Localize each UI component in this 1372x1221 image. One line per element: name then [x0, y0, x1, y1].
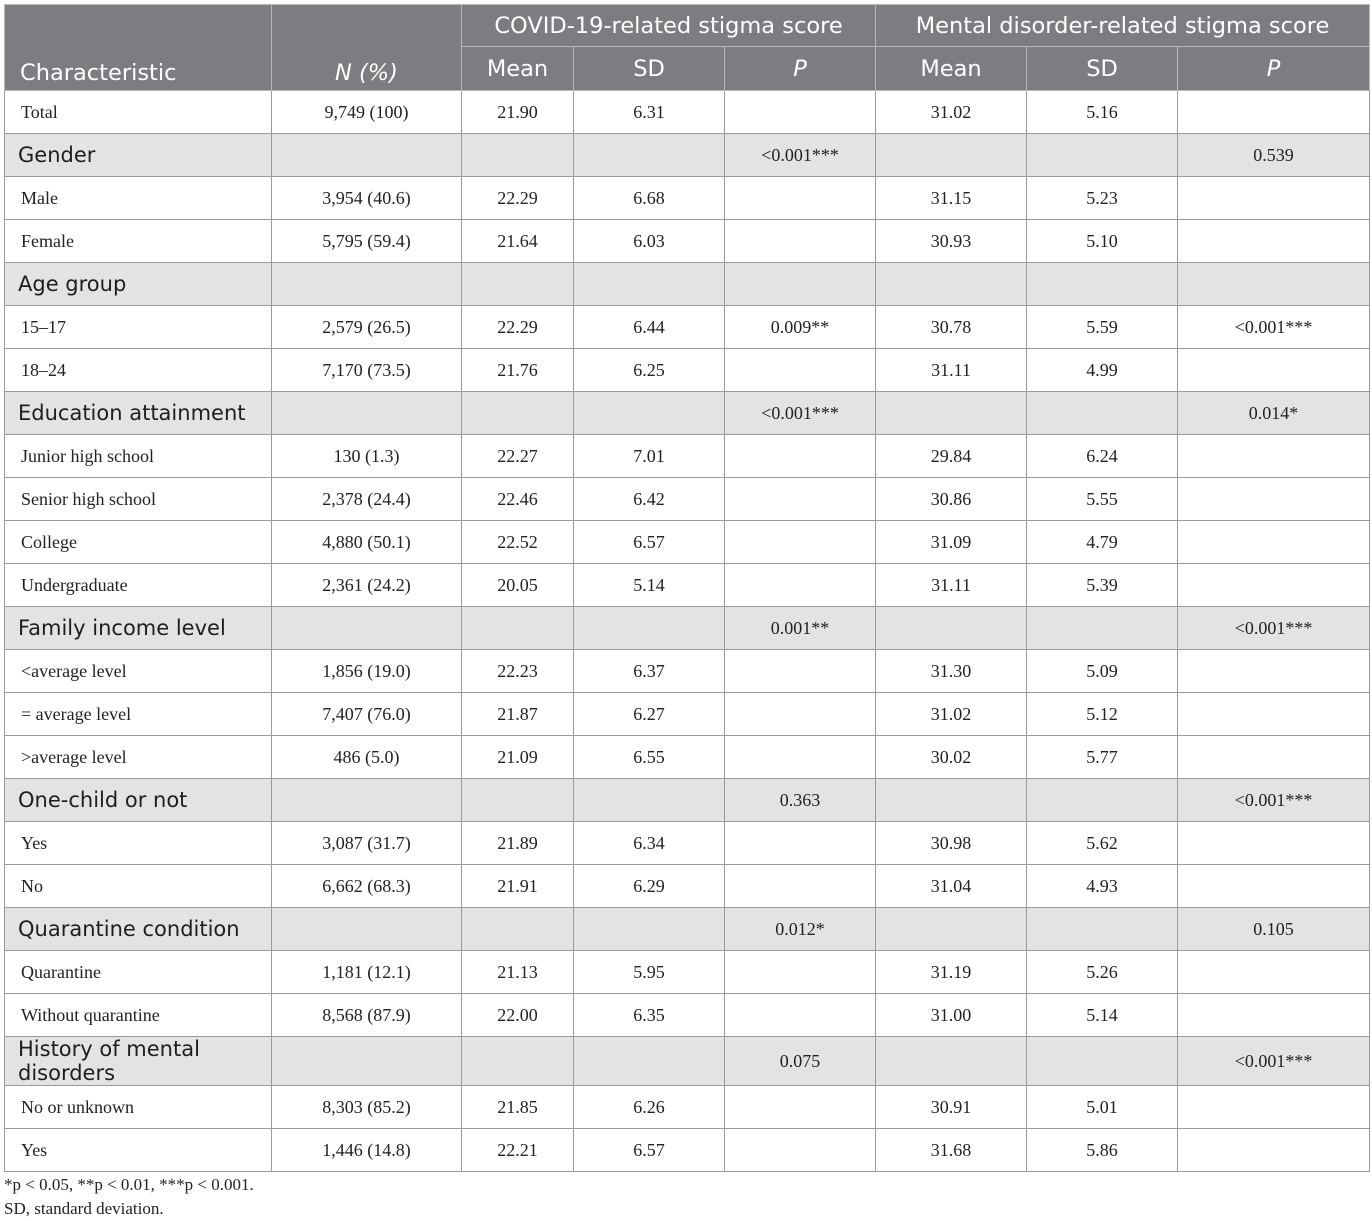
mental-mean-cell: 31.02 — [876, 91, 1027, 134]
covid-sd-cell: 6.27 — [574, 693, 725, 736]
row-label-cell: Without quarantine — [5, 994, 272, 1037]
covid-sd-cell: 6.42 — [574, 478, 725, 521]
row-label-cell: Family income level — [5, 607, 272, 650]
row-label-cell: Senior high school — [5, 478, 272, 521]
mental-p-cell — [1178, 650, 1370, 693]
row-label-cell: No or unknown — [5, 1086, 272, 1129]
mental-mean-cell: 31.11 — [876, 349, 1027, 392]
mental-mean-cell — [876, 263, 1027, 306]
mental-p-cell — [1178, 478, 1370, 521]
stigma-score-table — [4, 4, 1370, 1172]
table-row — [5, 478, 1370, 521]
mental-sd-cell: 5.10 — [1027, 220, 1178, 263]
covid-sd-cell — [574, 908, 725, 951]
mental-mean-cell: 31.68 — [876, 1129, 1027, 1172]
covid-p-cell: <0.001*** — [725, 392, 876, 435]
group-header-row — [5, 607, 1370, 650]
significance-footnote: *p < 0.05, **p < 0.01, ***p < 0.001. — [4, 1175, 254, 1194]
mental-sd-cell: 5.23 — [1027, 177, 1178, 220]
covid-sd-cell — [574, 134, 725, 177]
covid-p-cell — [725, 693, 876, 736]
n-percent-cell: 486 (5.0) — [272, 736, 462, 779]
n-percent-cell: 8,568 (87.9) — [272, 994, 462, 1037]
covid-sd-cell: 6.44 — [574, 306, 725, 349]
n-percent-cell: 3,954 (40.6) — [272, 177, 462, 220]
table-row — [5, 951, 1370, 994]
covid-sd-cell: 6.57 — [574, 521, 725, 564]
covid-p-cell — [725, 564, 876, 607]
row-label-cell: = average level — [5, 693, 272, 736]
mental-sd-cell: 4.99 — [1027, 349, 1178, 392]
mental-sd-cell — [1027, 263, 1178, 306]
covid-mean-cell — [462, 1037, 574, 1086]
n-percent-cell — [272, 392, 462, 435]
covid-p-cell — [725, 951, 876, 994]
covid-p-cell — [725, 91, 876, 134]
mental-mean-cell: 30.98 — [876, 822, 1027, 865]
n-percent-cell: 2,378 (24.4) — [272, 478, 462, 521]
mental-sd-cell: 4.79 — [1027, 521, 1178, 564]
mental-sd-cell: 4.93 — [1027, 865, 1178, 908]
row-label-cell: Gender — [5, 134, 272, 177]
mental-mean-cell — [876, 1037, 1027, 1086]
n-percent-cell: 130 (1.3) — [272, 435, 462, 478]
mental-sd-cell: 5.39 — [1027, 564, 1178, 607]
mental-p-cell — [1178, 220, 1370, 263]
row-label-cell: Undergraduate — [5, 564, 272, 607]
mental-sd-cell: 5.62 — [1027, 822, 1178, 865]
mental-p-cell — [1178, 693, 1370, 736]
covid-mean-cell: 21.85 — [462, 1086, 574, 1129]
covid-p-cell — [725, 994, 876, 1037]
mental-mean-cell — [876, 908, 1027, 951]
row-label-cell: >average level — [5, 736, 272, 779]
mental-mean-cell — [876, 607, 1027, 650]
n-percent-cell: 9,749 (100) — [272, 91, 462, 134]
mental-sd-cell: 5.77 — [1027, 736, 1178, 779]
covid-mean-cell — [462, 392, 574, 435]
mental-sd-cell — [1027, 908, 1178, 951]
table-header — [5, 5, 1370, 91]
covid-sd-cell: 6.26 — [574, 1086, 725, 1129]
covid-sd-cell: 7.01 — [574, 435, 725, 478]
mental-sd-cell: 5.14 — [1027, 994, 1178, 1037]
covid-sd-cell: 6.03 — [574, 220, 725, 263]
mental-mean-cell — [876, 134, 1027, 177]
covid-mean-cell — [462, 607, 574, 650]
header-mental-mean: Mean — [876, 47, 1027, 91]
mental-p-cell: <0.001*** — [1178, 779, 1370, 822]
covid-mean-cell: 21.76 — [462, 349, 574, 392]
covid-sd-cell — [574, 779, 725, 822]
table-row — [5, 1129, 1370, 1172]
covid-sd-cell — [574, 607, 725, 650]
mental-mean-cell: 31.00 — [876, 994, 1027, 1037]
group-header-row — [5, 134, 1370, 177]
covid-sd-cell: 5.95 — [574, 951, 725, 994]
table-row — [5, 822, 1370, 865]
mental-mean-cell: 31.11 — [876, 564, 1027, 607]
mental-p-cell — [1178, 994, 1370, 1037]
mental-p-cell — [1178, 177, 1370, 220]
covid-mean-cell — [462, 908, 574, 951]
mental-mean-cell: 29.84 — [876, 435, 1027, 478]
table-row — [5, 306, 1370, 349]
mental-mean-cell — [876, 392, 1027, 435]
covid-mean-cell: 22.23 — [462, 650, 574, 693]
table-row — [5, 1086, 1370, 1129]
mental-mean-cell: 30.91 — [876, 1086, 1027, 1129]
covid-mean-cell: 21.13 — [462, 951, 574, 994]
table-row — [5, 521, 1370, 564]
n-percent-cell — [272, 263, 462, 306]
mental-p-cell: <0.001*** — [1178, 306, 1370, 349]
mental-mean-cell: 30.86 — [876, 478, 1027, 521]
table-row — [5, 220, 1370, 263]
n-percent-cell: 3,087 (31.7) — [272, 822, 462, 865]
mental-sd-cell: 5.55 — [1027, 478, 1178, 521]
mental-p-cell: <0.001*** — [1178, 1037, 1370, 1086]
n-percent-cell: 2,361 (24.2) — [272, 564, 462, 607]
covid-mean-cell — [462, 779, 574, 822]
covid-sd-cell: 6.31 — [574, 91, 725, 134]
mental-mean-cell: 31.30 — [876, 650, 1027, 693]
sd-footnote: SD, standard deviation. — [4, 1199, 164, 1218]
n-percent-cell — [272, 1037, 462, 1086]
mental-sd-cell — [1027, 1037, 1178, 1086]
table-row — [5, 91, 1370, 134]
row-label-cell: One-child or not — [5, 779, 272, 822]
row-label-cell: Quarantine — [5, 951, 272, 994]
covid-sd-cell — [574, 392, 725, 435]
covid-p-cell: 0.363 — [725, 779, 876, 822]
mental-p-cell — [1178, 951, 1370, 994]
n-percent-cell: 7,407 (76.0) — [272, 693, 462, 736]
table-row — [5, 349, 1370, 392]
mental-mean-cell: 30.78 — [876, 306, 1027, 349]
covid-p-cell — [725, 1086, 876, 1129]
row-label-cell: 18–24 — [5, 349, 272, 392]
mental-sd-cell: 6.24 — [1027, 435, 1178, 478]
covid-p-cell: <0.001*** — [725, 134, 876, 177]
table-row — [5, 177, 1370, 220]
mental-p-cell — [1178, 822, 1370, 865]
mental-sd-cell: 5.01 — [1027, 1086, 1178, 1129]
mental-p-cell: 0.539 — [1178, 134, 1370, 177]
n-percent-cell: 7,170 (73.5) — [272, 349, 462, 392]
table-row — [5, 650, 1370, 693]
covid-mean-cell: 22.00 — [462, 994, 574, 1037]
mental-p-cell — [1178, 1086, 1370, 1129]
covid-sd-cell: 6.29 — [574, 865, 725, 908]
mental-sd-cell — [1027, 392, 1178, 435]
mental-sd-cell: 5.59 — [1027, 306, 1178, 349]
covid-p-cell: 0.009** — [725, 306, 876, 349]
covid-p-cell: 0.012* — [725, 908, 876, 951]
n-percent-cell: 8,303 (85.2) — [272, 1086, 462, 1129]
n-percent-cell: 1,446 (14.8) — [272, 1129, 462, 1172]
covid-sd-cell: 5.14 — [574, 564, 725, 607]
row-label-cell: Total — [5, 91, 272, 134]
row-label-cell: Yes — [5, 822, 272, 865]
covid-sd-cell — [574, 263, 725, 306]
n-percent-cell: 1,856 (19.0) — [272, 650, 462, 693]
row-label-cell: History of mental disorders — [5, 1037, 272, 1086]
covid-sd-cell: 6.25 — [574, 349, 725, 392]
row-label-cell: Male — [5, 177, 272, 220]
covid-sd-cell: 6.37 — [574, 650, 725, 693]
covid-p-cell — [725, 736, 876, 779]
n-percent-cell — [272, 607, 462, 650]
table-footnotes — [4, 1173, 254, 1221]
covid-p-cell — [725, 349, 876, 392]
covid-p-cell: 0.001** — [725, 607, 876, 650]
covid-mean-cell — [462, 134, 574, 177]
mental-sd-cell: 5.12 — [1027, 693, 1178, 736]
header-covid-stigma-group: COVID-19-related stigma score — [462, 5, 876, 47]
covid-sd-cell: 6.57 — [574, 1129, 725, 1172]
mental-p-cell — [1178, 1129, 1370, 1172]
covid-p-cell: 0.075 — [725, 1037, 876, 1086]
covid-mean-cell — [462, 263, 574, 306]
group-header-row — [5, 263, 1370, 306]
header-mental-sd: SD — [1027, 47, 1178, 91]
covid-p-cell — [725, 220, 876, 263]
mental-p-cell — [1178, 263, 1370, 306]
mental-sd-cell — [1027, 607, 1178, 650]
table-row — [5, 693, 1370, 736]
mental-sd-cell: 5.09 — [1027, 650, 1178, 693]
group-header-row — [5, 392, 1370, 435]
mental-p-cell — [1178, 521, 1370, 564]
covid-p-cell — [725, 263, 876, 306]
covid-mean-cell: 21.09 — [462, 736, 574, 779]
mental-p-cell — [1178, 435, 1370, 478]
n-percent-cell — [272, 134, 462, 177]
table-row — [5, 435, 1370, 478]
group-header-row — [5, 1037, 1370, 1086]
header-n-percent: N (%) — [272, 5, 462, 91]
row-label-cell: 15–17 — [5, 306, 272, 349]
mental-mean-cell: 30.93 — [876, 220, 1027, 263]
covid-mean-cell: 21.64 — [462, 220, 574, 263]
n-percent-cell — [272, 908, 462, 951]
header-characteristic: Characteristic — [5, 5, 272, 91]
covid-mean-cell: 22.21 — [462, 1129, 574, 1172]
covid-sd-cell: 6.55 — [574, 736, 725, 779]
mental-mean-cell: 31.19 — [876, 951, 1027, 994]
covid-mean-cell: 22.27 — [462, 435, 574, 478]
mental-p-cell: <0.001*** — [1178, 607, 1370, 650]
covid-mean-cell: 22.52 — [462, 521, 574, 564]
mental-mean-cell: 31.04 — [876, 865, 1027, 908]
row-label-cell: Age group — [5, 263, 272, 306]
mental-mean-cell: 30.02 — [876, 736, 1027, 779]
n-percent-cell: 5,795 (59.4) — [272, 220, 462, 263]
covid-mean-cell: 20.05 — [462, 564, 574, 607]
covid-p-cell — [725, 521, 876, 564]
mental-mean-cell — [876, 779, 1027, 822]
row-label-cell: Yes — [5, 1129, 272, 1172]
row-label-cell: Junior high school — [5, 435, 272, 478]
covid-mean-cell: 21.89 — [462, 822, 574, 865]
covid-mean-cell: 22.46 — [462, 478, 574, 521]
n-percent-cell: 2,579 (26.5) — [272, 306, 462, 349]
covid-mean-cell: 21.90 — [462, 91, 574, 134]
header-mental-stigma-group: Mental disorder-related stigma score — [876, 5, 1370, 47]
mental-p-cell — [1178, 91, 1370, 134]
mental-sd-cell — [1027, 134, 1178, 177]
covid-sd-cell: 6.34 — [574, 822, 725, 865]
group-header-row — [5, 908, 1370, 951]
mental-sd-cell: 5.26 — [1027, 951, 1178, 994]
mental-mean-cell: 31.09 — [876, 521, 1027, 564]
covid-p-cell — [725, 650, 876, 693]
table-row — [5, 865, 1370, 908]
covid-mean-cell: 22.29 — [462, 177, 574, 220]
n-percent-cell: 4,880 (50.1) — [272, 521, 462, 564]
group-header-row — [5, 779, 1370, 822]
mental-mean-cell: 31.15 — [876, 177, 1027, 220]
covid-p-cell — [725, 865, 876, 908]
mental-p-cell — [1178, 564, 1370, 607]
row-label-cell: Quarantine condition — [5, 908, 272, 951]
n-percent-cell — [272, 779, 462, 822]
row-label-cell: Education attainment — [5, 392, 272, 435]
covid-p-cell — [725, 1129, 876, 1172]
row-label-cell: College — [5, 521, 272, 564]
covid-sd-cell: 6.68 — [574, 177, 725, 220]
table-row — [5, 994, 1370, 1037]
table-row — [5, 736, 1370, 779]
mental-sd-cell: 5.16 — [1027, 91, 1178, 134]
covid-mean-cell: 21.91 — [462, 865, 574, 908]
table-row — [5, 564, 1370, 607]
row-label-cell: Female — [5, 220, 272, 263]
covid-p-cell — [725, 822, 876, 865]
mental-p-cell — [1178, 349, 1370, 392]
covid-sd-cell — [574, 1037, 725, 1086]
covid-mean-cell: 21.87 — [462, 693, 574, 736]
mental-sd-cell: 5.86 — [1027, 1129, 1178, 1172]
header-covid-mean: Mean — [462, 47, 574, 91]
mental-p-cell — [1178, 736, 1370, 779]
covid-p-cell — [725, 478, 876, 521]
header-covid-p: P — [725, 47, 876, 91]
n-percent-cell: 6,662 (68.3) — [272, 865, 462, 908]
header-covid-sd: SD — [574, 47, 725, 91]
covid-sd-cell: 6.35 — [574, 994, 725, 1037]
table-body — [5, 91, 1370, 1172]
covid-p-cell — [725, 177, 876, 220]
mental-p-cell: 0.014* — [1178, 392, 1370, 435]
mental-p-cell: 0.105 — [1178, 908, 1370, 951]
n-percent-cell: 1,181 (12.1) — [272, 951, 462, 994]
row-label-cell: No — [5, 865, 272, 908]
row-label-cell: <average level — [5, 650, 272, 693]
header-mental-p: P — [1178, 47, 1370, 91]
covid-mean-cell: 22.29 — [462, 306, 574, 349]
mental-mean-cell: 31.02 — [876, 693, 1027, 736]
mental-sd-cell — [1027, 779, 1178, 822]
mental-p-cell — [1178, 865, 1370, 908]
covid-p-cell — [725, 435, 876, 478]
